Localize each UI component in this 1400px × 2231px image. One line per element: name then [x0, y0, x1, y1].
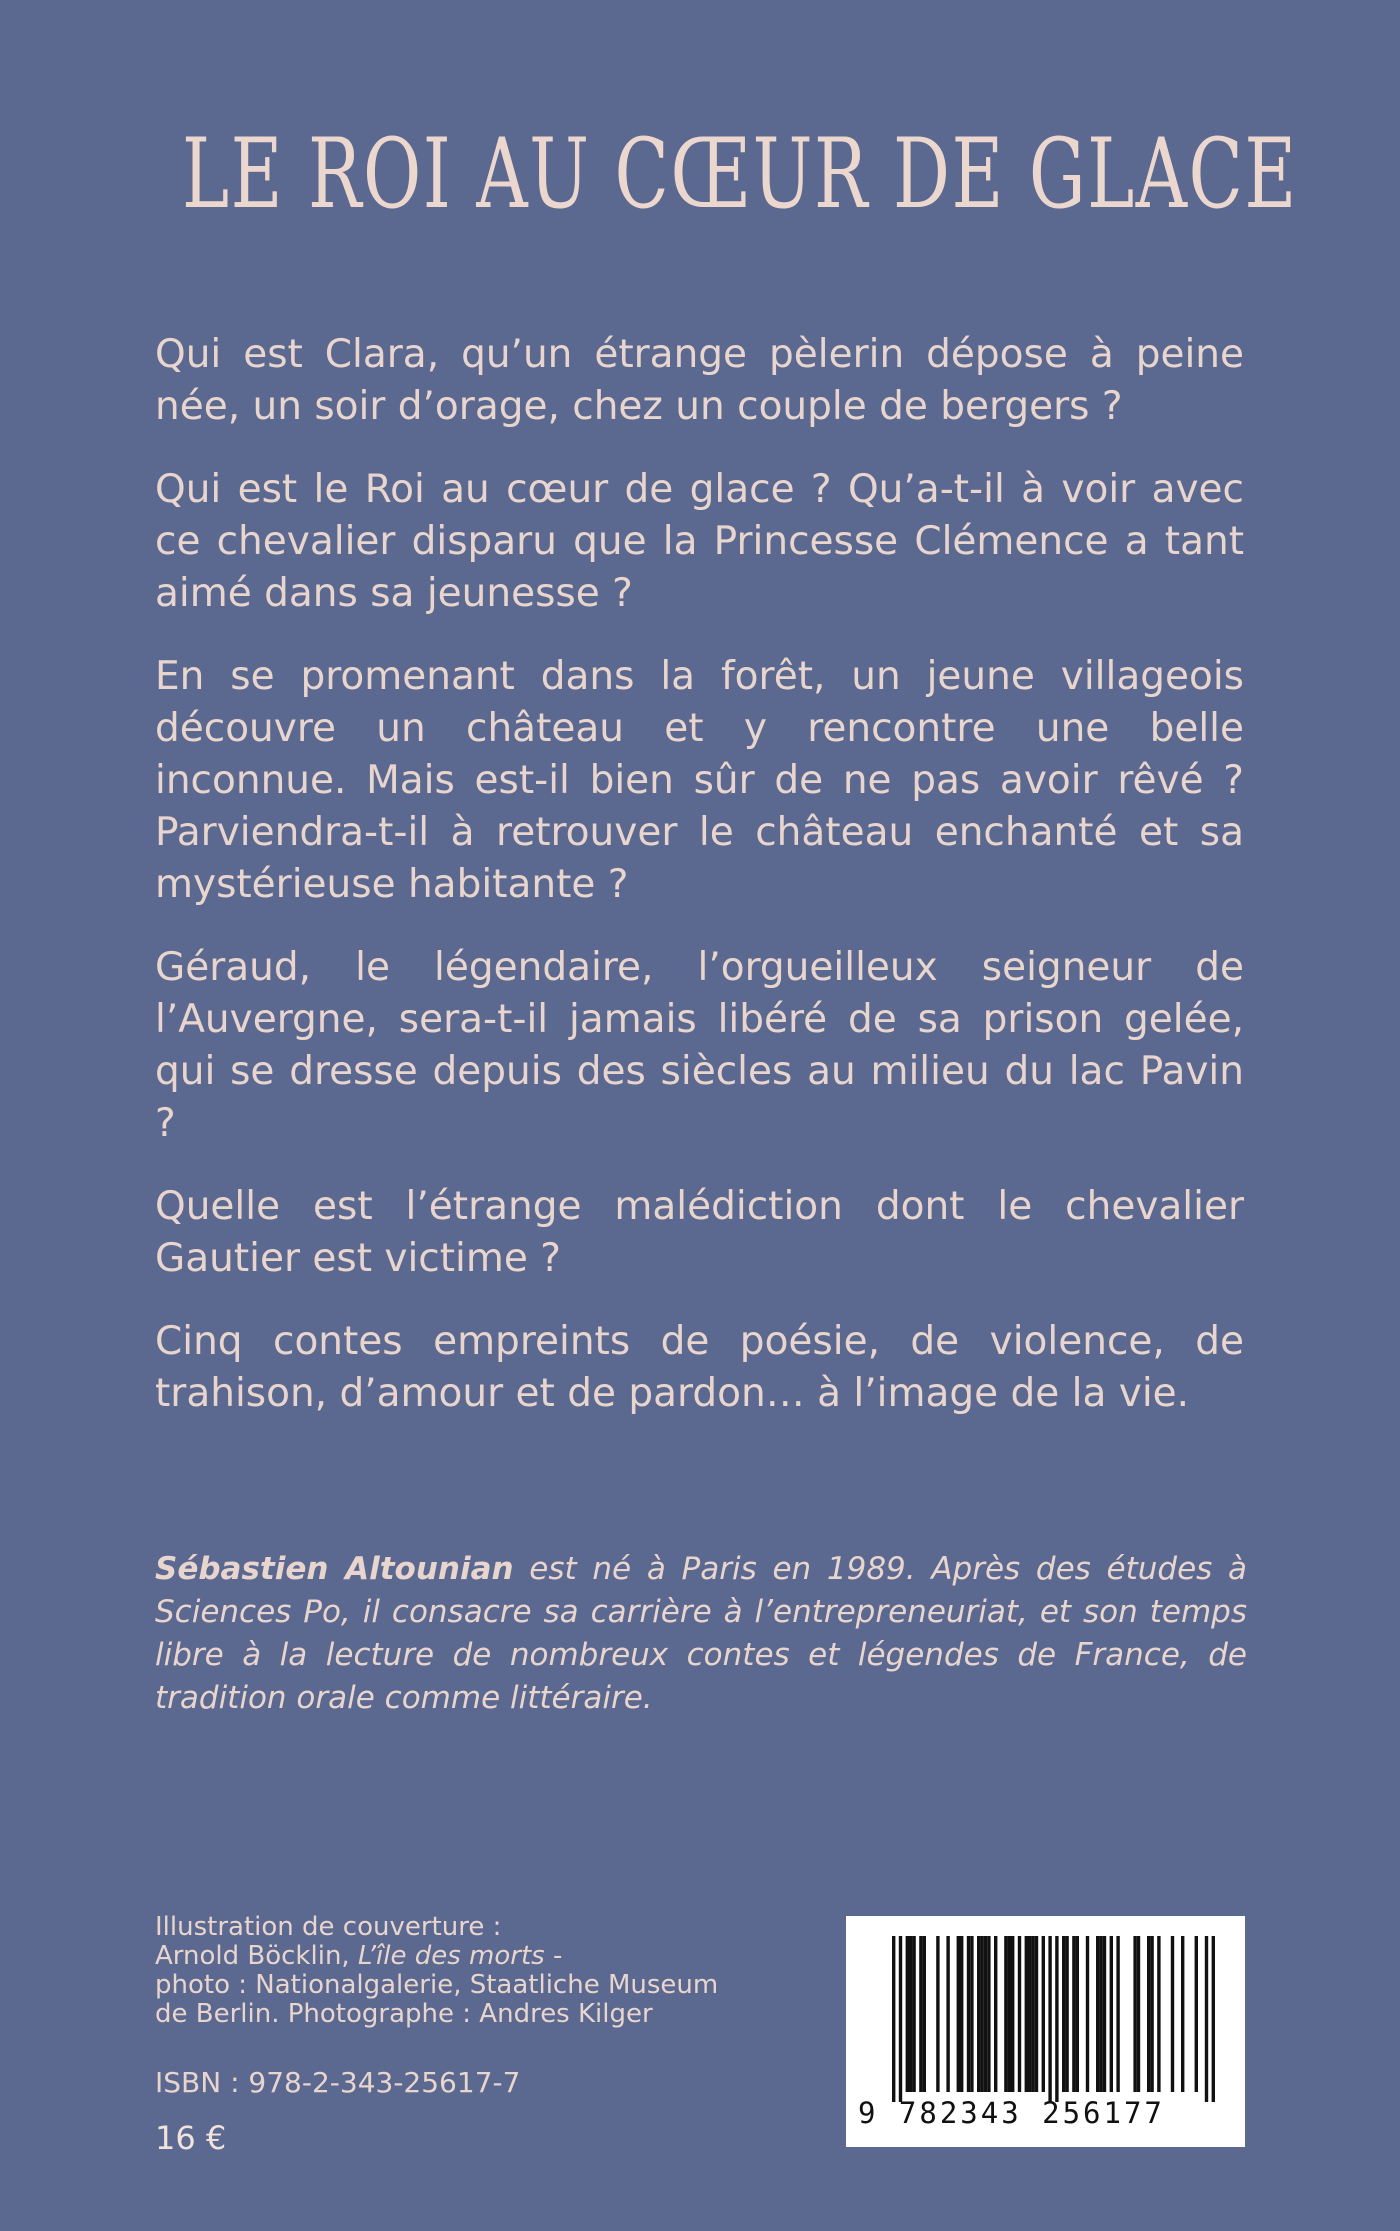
barcode-bar	[899, 1936, 902, 2102]
blurb-paragraph: En se promenant dans la forêt, un jeune villageois découvre un château et y rencontre une belle inconnue. Mais est-il bien sûr de ne pas avoir rêvé ? Parviendra-t-il à retrouver le château enchanté et sa mystérieuse habitante ?	[155, 654, 1244, 907]
credits-artist: Arnold Böcklin,	[155, 1941, 358, 1971]
barcode-bar	[1008, 1936, 1011, 2092]
blurb-paragraph: Qui est Clara, qu’un étrange pèlerin dépose à peine née, un soir d’orage, chez un couple de bergers ?	[155, 332, 1244, 429]
barcode-bar	[1048, 1936, 1051, 2102]
barcode-bar	[977, 1936, 980, 2092]
barcode-bar	[1086, 1936, 1089, 2092]
barcode-bar	[1103, 1936, 1106, 2092]
barcode-bar	[1018, 1936, 1021, 2092]
barcode-bar	[967, 1936, 970, 2092]
barcode-bar	[923, 1936, 926, 2092]
book-title: LE ROI AU CŒUR DE GLACE	[182, 118, 1298, 230]
barcode-bar	[1147, 1936, 1150, 2092]
blurb-paragraph: Géraud, le légendaire, l’orgueilleux seigneur de l’Auvergne, sera-t-il jamais libéré de sa prison gelée, qui se dresse depuis des siècles au milieu du lac Pavin ?	[155, 945, 1244, 1146]
barcode-bar	[1195, 1936, 1198, 2092]
barcode-bar	[1035, 1936, 1038, 2092]
barcode-bar	[957, 1936, 960, 2092]
barcode-bar	[1137, 1936, 1140, 2092]
barcode-bar	[892, 1936, 895, 2102]
barcode-bar	[994, 1936, 997, 2092]
barcode-bar	[984, 1936, 987, 2092]
credits-artwork-title: L’île des morts	[357, 1941, 545, 1971]
isbn: ISBN : 978-2-343-25617-7	[155, 2066, 521, 2099]
barcode-bar	[970, 1936, 973, 2092]
barcode-bar	[1096, 1936, 1099, 2092]
blurb-paragraph: Quelle est l’étrange malédiction dont le chevalier Gautier est victime ?	[155, 1184, 1244, 1281]
credits-line: Illustration de couverture :	[155, 1912, 502, 1942]
author-bio-text: est né à Paris en 1989. Après des études à Sciences Po, il consacre sa carrière à l’entrepreneuriat, et son temps libre à la lecture de nombreux contes et légendes de France, de tradition orale comme littéraire.	[155, 1551, 1247, 1716]
barcode-bar	[1011, 1936, 1014, 2092]
barcode-bar	[1157, 1936, 1160, 2092]
barcode-bar	[1042, 1936, 1045, 2092]
barcode-bar	[919, 1936, 922, 2092]
barcode-bar	[960, 1936, 963, 2092]
credits-line	[155, 1942, 775, 1971]
barcode-bar	[1116, 1936, 1119, 2092]
barcode-bar	[912, 1936, 915, 2092]
credits-line: photo : Nationalgalerie, Staatliche Museum	[155, 1970, 719, 2000]
barcode-bar	[1110, 1936, 1113, 2092]
author-bio	[155, 1548, 1247, 1720]
barcode-bar	[909, 1936, 912, 2092]
barcode-bar	[980, 1936, 983, 2092]
barcode-bar	[906, 1936, 909, 2092]
barcode-bar	[1065, 1936, 1068, 2092]
barcode-bar	[1150, 1936, 1153, 2092]
barcode-bar	[1133, 1936, 1136, 2092]
barcode-bar	[1062, 1936, 1065, 2092]
barcode-bar	[1031, 1936, 1034, 2092]
barcode-bar	[1205, 1936, 1208, 2102]
blurb-paragraph: Cinq contes empreints de poésie, de violence, de trahison, d’amour et de pardon… à l’image de la vie.	[155, 1319, 1244, 1416]
cover-credits	[155, 1913, 775, 2029]
barcode-bar	[936, 1936, 939, 2092]
back-cover-blurb	[155, 329, 1244, 1451]
author-name: Sébastien Altounian	[155, 1551, 514, 1587]
barcode-bar	[1004, 1936, 1007, 2092]
barcode-digits: 9 782343 256177	[858, 2096, 1165, 2130]
price: 16 €	[155, 2119, 227, 2157]
blurb-paragraph: Qui est le Roi au cœur de glace ? Qu’a-t-il à voir avec ce chevalier disparu que la Princesse Clémence a tant aimé dans sa jeunesse ?	[155, 467, 1244, 616]
barcode-bar	[1099, 1936, 1102, 2092]
credits-separator: -	[544, 1941, 563, 1971]
barcode-bar	[1028, 1936, 1031, 2092]
barcode-bar	[987, 1936, 990, 2092]
barcode-bar	[1072, 1936, 1075, 2092]
barcode-bar	[1055, 1936, 1058, 2102]
barcode-bar	[1171, 1936, 1174, 2092]
credits-line: de Berlin. Photographe : Andres Kilger	[155, 1999, 653, 2029]
barcode-bar	[1025, 1936, 1028, 2092]
barcode	[846, 1916, 1245, 2147]
barcode-bar	[1181, 1936, 1184, 2092]
barcode-bar	[1212, 1936, 1215, 2102]
barcode-bar	[1076, 1936, 1079, 2092]
barcode-bar	[946, 1936, 949, 2092]
